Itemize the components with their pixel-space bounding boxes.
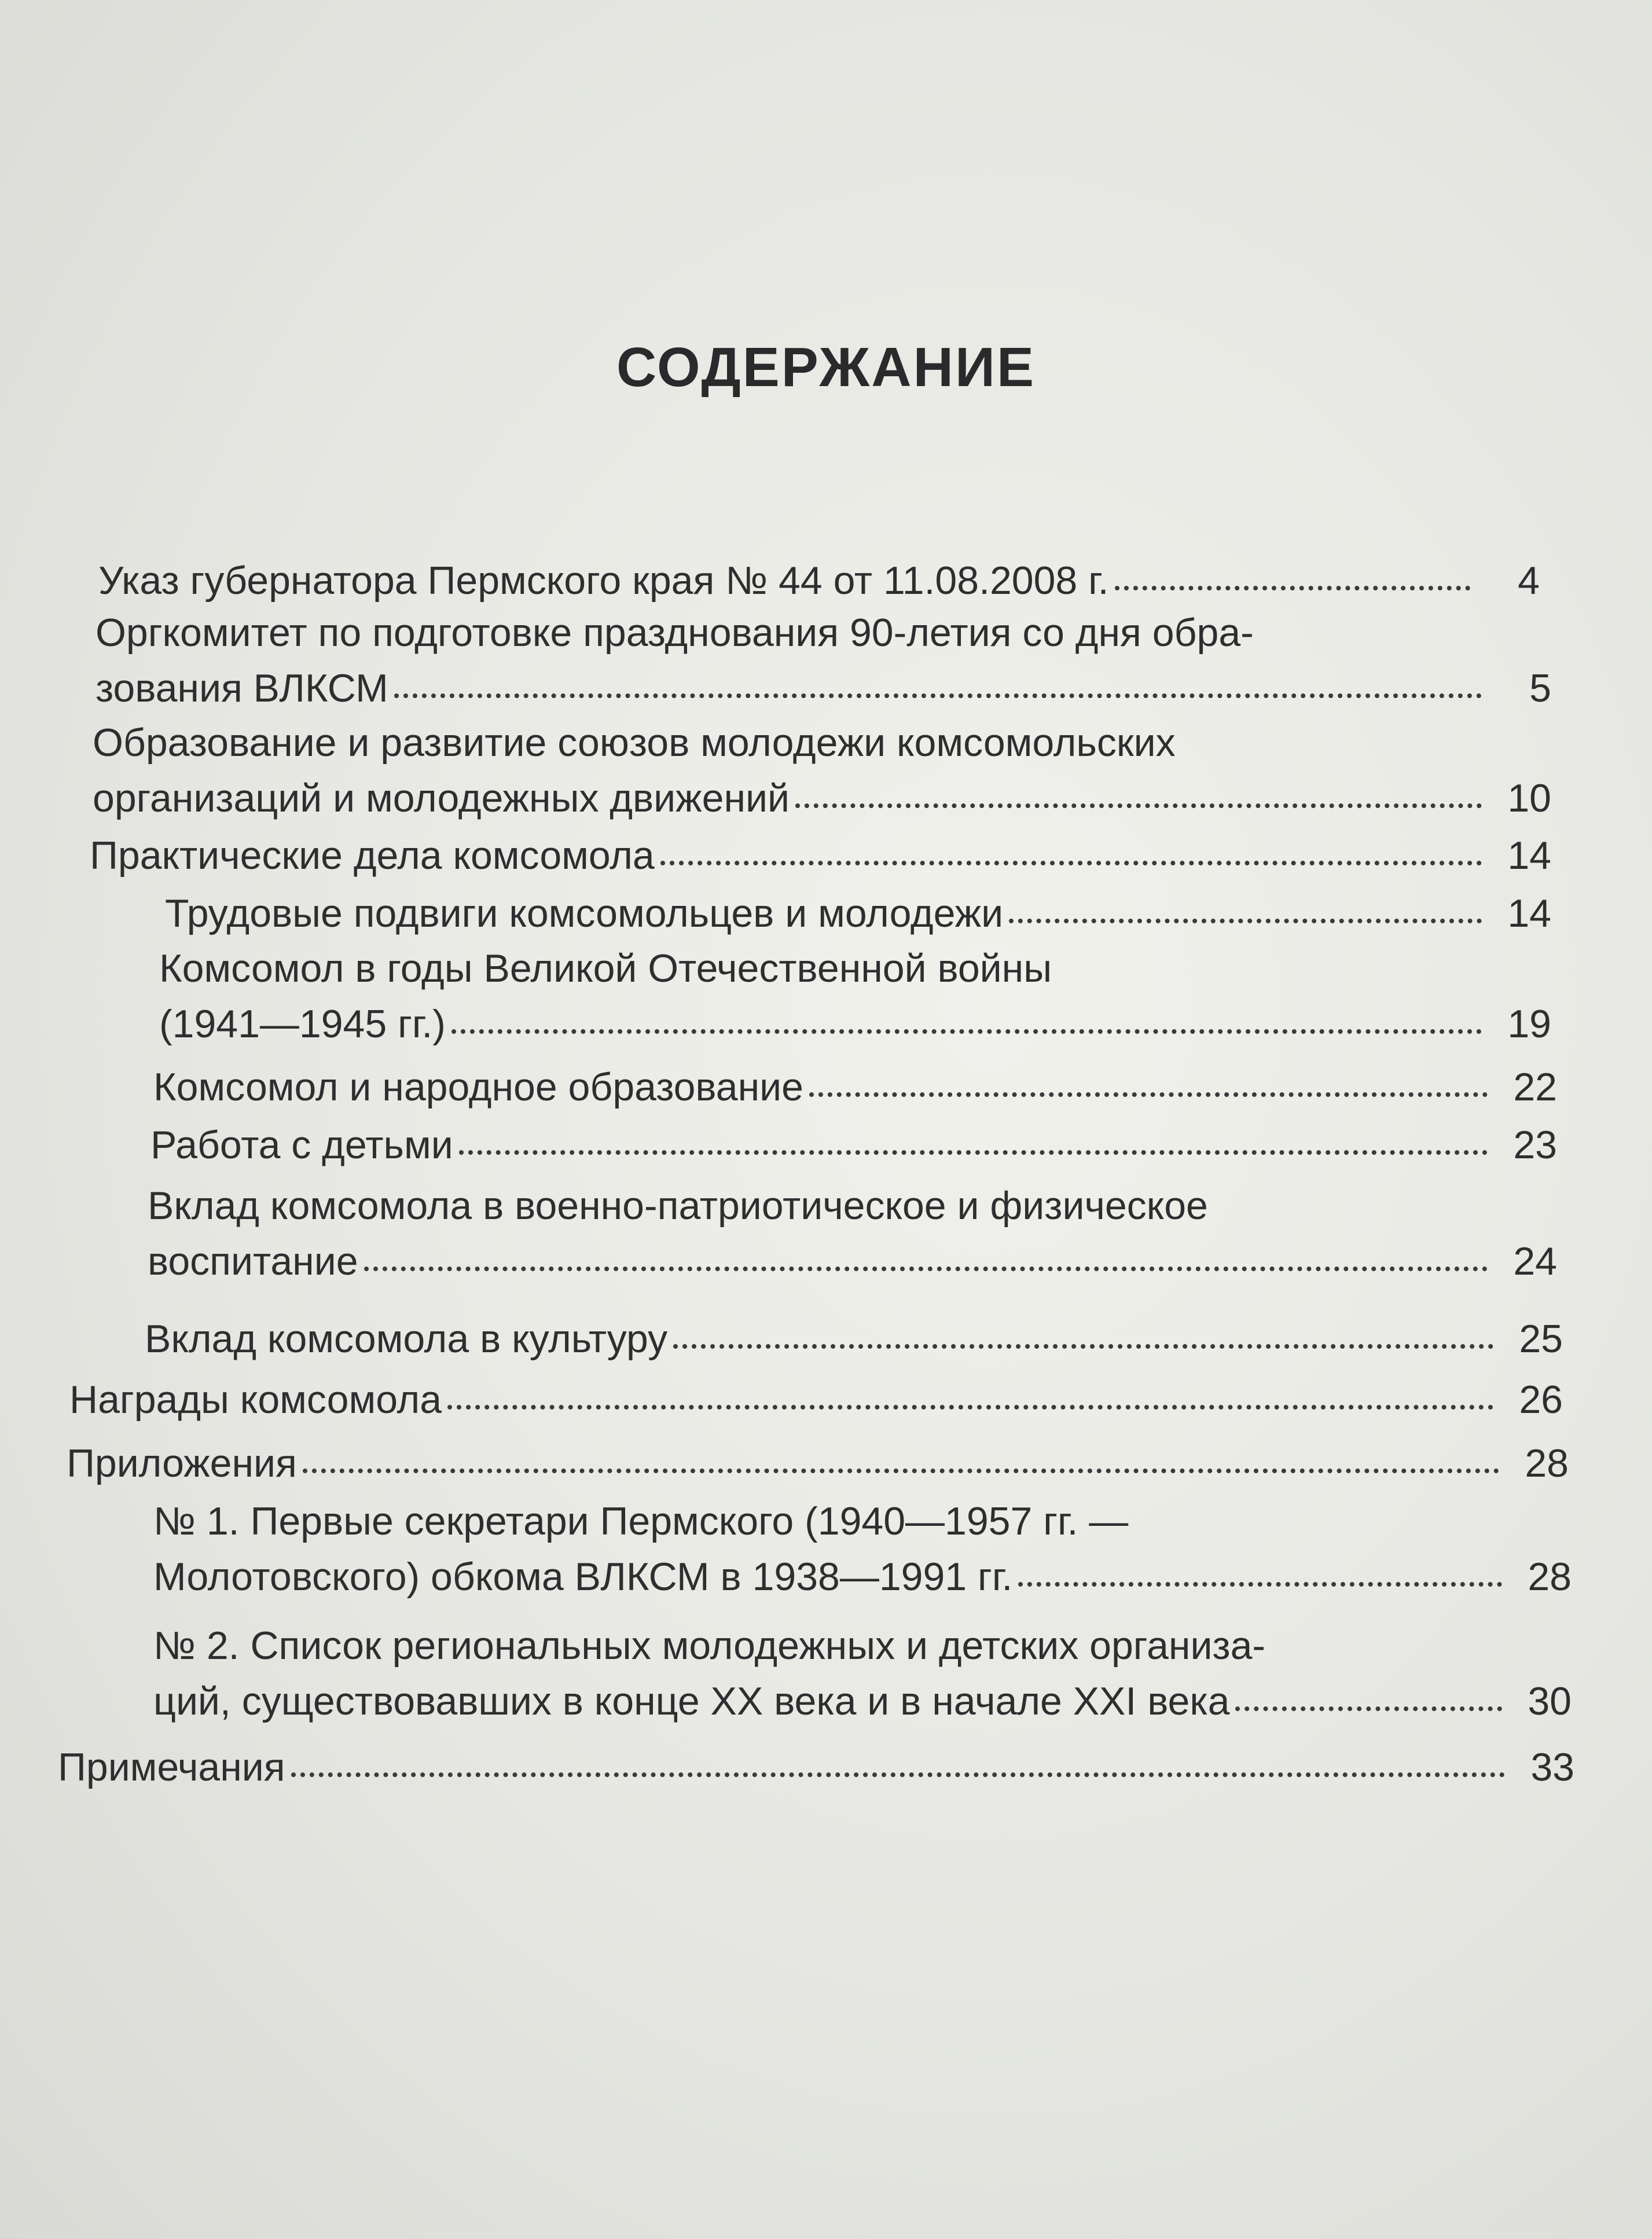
toc-entry-title: Комсомол и народное образование [153,1065,803,1109]
toc-entry-page: 4 [1518,559,1540,603]
toc-entry-title-continued: Молотовского) обкома ВЛКСМ в 1938—1991 гг. [153,1555,1013,1599]
leader-dots [447,1405,1493,1410]
toc-entry-title: Вклад комсомола в культуру [145,1317,668,1361]
toc-entry [96,605,1551,716]
leader-dots [795,803,1482,808]
toc-entry-title-continued: организаций и молодежных движений [93,776,790,820]
leader-dots [303,1469,1499,1473]
toc-entry-title-continued: зования ВЛКСМ [96,666,388,710]
leader-dots [459,1150,1488,1155]
toc-entry-title: Примечания [58,1745,285,1789]
toc-entry-title: Комсомол в годы Великой Отечественной войны [159,946,1052,990]
toc-entry-sub [165,886,1551,941]
toc-entry-sub [153,1618,1572,1729]
leader-dots [1115,586,1470,590]
toc-entry-sub [153,1493,1572,1605]
leader-dots [364,1267,1488,1271]
toc-entry-title-continued: (1941—1945 гг.) [159,1002,446,1046]
toc-entry-sub [145,1311,1563,1367]
leader-dots [451,1029,1482,1034]
toc-entry-title: Указ губернатора Пермского края № 44 от 11.08.2008 г. [98,559,1109,603]
toc-entry-page: 28 [1528,1555,1572,1599]
toc-entry-title: Трудовые подвиги комсомольцев и молодежи [165,891,1004,935]
toc-entry-page: 25 [1519,1317,1563,1361]
toc-entry-title: Приложения [67,1441,297,1485]
toc-entry-page: 28 [1525,1441,1569,1485]
toc-entry-title: Практические дела комсомола [90,834,655,878]
leader-dots [660,861,1482,865]
leader-dots [809,1092,1488,1097]
toc-entry-page: 24 [1513,1239,1557,1283]
toc-entry [98,553,1540,608]
leader-dots [1018,1582,1502,1587]
toc-entry-page: 14 [1507,834,1551,878]
toc-entry-page: 22 [1513,1065,1557,1109]
toc-entry-title-continued: воспитание [148,1239,358,1283]
toc-entry-sub [150,1117,1557,1173]
toc-entry-page: 10 [1507,776,1551,820]
toc-entry-title: Вклад комсомола в военно-патриотическое и физическое [148,1184,1208,1228]
toc-entry-title-continued: ций, существовавших в конце XX века и в начале XXI века [153,1679,1230,1723]
toc-entry [93,715,1551,826]
toc-entry-title: Оргкомитет по подготовке празднования 90-летия со дня обра- [96,611,1254,655]
toc-entry [58,1739,1574,1795]
toc-entry-title: № 2. Список региональных молодежных и детских организа- [153,1624,1266,1668]
leader-dots [673,1344,1493,1349]
toc-entry-page: 23 [1513,1123,1557,1167]
toc-entry [90,828,1551,883]
page-title: СОДЕРЖАНИЕ [616,336,1036,398]
toc-entry-page: 26 [1519,1378,1563,1422]
toc-entry-title: Образование и развитие союзов молодежи комсомольских [93,721,1176,765]
leader-dots [1009,919,1482,923]
toc-entry-title: Награды комсомола [69,1378,442,1422]
leader-dots [394,693,1482,698]
toc-entry [67,1436,1569,1491]
leader-dots [291,1772,1505,1777]
toc-entry-page: 14 [1507,891,1551,935]
toc-entry [69,1372,1563,1427]
toc-entry-title: Работа с детьми [150,1123,453,1167]
toc-entry-sub [159,941,1551,1052]
toc-entry-sub [148,1178,1557,1289]
toc-entry-page: 33 [1530,1745,1574,1789]
toc-entry-page: 19 [1507,1002,1551,1046]
leader-dots [1235,1706,1502,1711]
toc-entry-title: № 1. Первые секретари Пермского (1940—1957 гг. — [153,1499,1129,1543]
toc-entry-page: 5 [1529,666,1551,710]
toc-entry-page: 30 [1528,1679,1572,1723]
toc-entry-sub [153,1059,1557,1115]
